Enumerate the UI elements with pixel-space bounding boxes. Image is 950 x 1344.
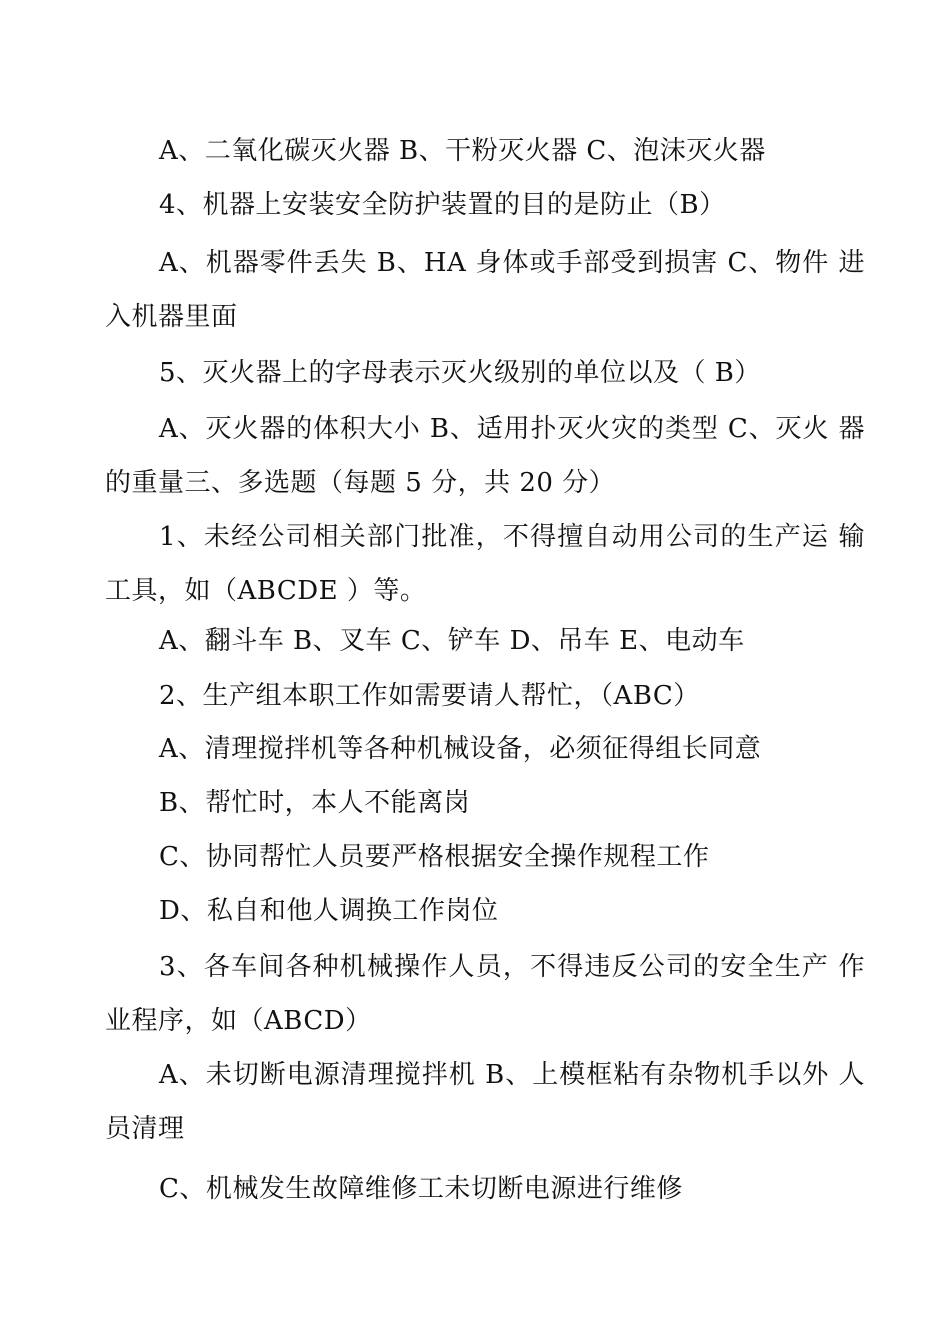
question-5: 5、灭火器上的字母表示灭火级别的单位以及（ B） [159,358,761,388]
multi-question-2: 2、生产组本职工作如需要请人帮忙，（ABC） [159,681,700,711]
question-4: 4、机器上安装安全防护装置的目的是防止（B） [159,190,726,220]
multi-question-1-options: A、翻斗车 B、叉车 C、铲车 D、吊车 E、电动车 [159,626,745,656]
multi-question-2-option-a: A、清理搅拌机等各种机械设备，必须征得组长同意 [159,734,762,764]
question-4-options: A、机器零件丢失 B、HA 身体或手部受到损害 C、物件 进入机器里面 [105,248,865,332]
multi-question-2-option-b: B、帮忙时，本人不能离岗 [159,788,471,818]
multi-question-3: 3、各车间各种机械操作人员，不得违反公司的安全生产 作业程序，如（ABCD） [105,952,865,1036]
multi-question-1: 1、未经公司相关部门批准，不得擅自动用公司的生产运 输工具，如（ABCDE ）等。 [105,522,865,606]
multi-question-2-option-c: C、协同帮忙人员要严格根据安全操作规程工作 [159,842,710,872]
paragraph-fire-extinguisher-options: A、二氧化碳灭火器 B、干粉灭火器 C、泡沫灭火器 [159,136,766,166]
multi-question-3-options-ab: A、未切断电源清理搅拌机 B、上模框粘有杂物机手以外 人员清理 [105,1060,865,1144]
question-5-options-and-section-3-heading: A、灭火器的体积大小 B、适用扑灭火灾的类型 C、灭火 器的重量三、多选题（每题 5 分，共 20 分） [105,414,865,498]
multi-question-3-option-c: C、机械发生故障维修工未切断电源进行维修 [159,1174,683,1204]
multi-question-2-option-d: D、私自和他人调换工作岗位 [159,896,499,926]
